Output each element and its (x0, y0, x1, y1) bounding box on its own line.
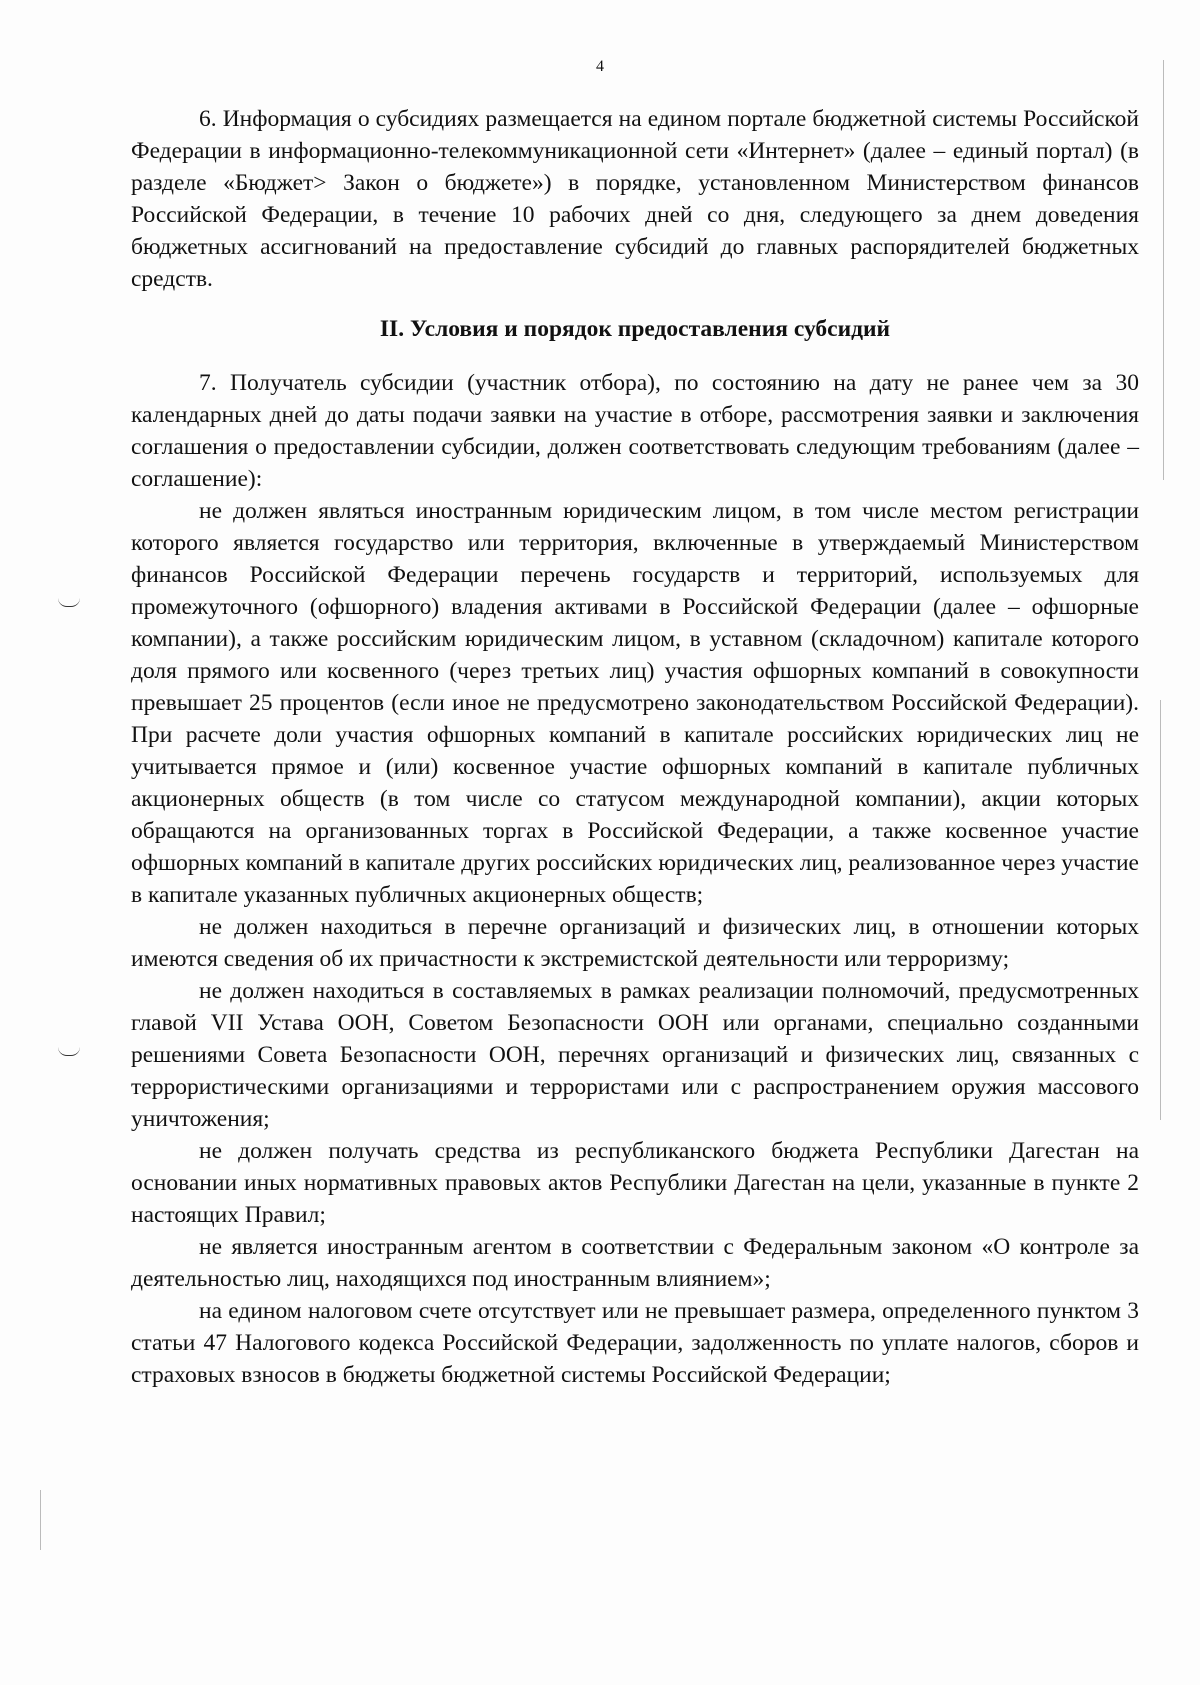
requirement-not-extremist-list: не должен находиться в перечне организаций и физических лиц, в отношении которых имеются сведения об их причастности к экстремистской деятельности или терроризму; (131, 914, 1139, 972)
requirement-no-other-funds: не должен получать средства из республиканского бюджета Республики Дагестан на основании иных нормативных правовых актов Республики Дагестан на цели, указанные в пункте 2 настоящих Правил; (131, 1138, 1139, 1228)
requirement-not-un-list: не должен находиться в составляемых в рамках реализации полномочий, предусмотренных главой VII Устава ООН, Советом Безопасности ООН или органами, специально созданными решениями Совета Безопасности ООН, перечнях организаций и физических лиц, связанных с террористическими организациями и террористами или с распространением оружия массового уничтожения; (131, 978, 1139, 1132)
section-title: II. Условия и порядок предоставления субсидий (379, 316, 891, 342)
scan-mark (58, 1047, 80, 1056)
requirement-not-foreign-entity: не должен являться иностранным юридическим лицом, в том числе местом регистрации которого является государство или территория, включенные в утверждаемый Министерством финансов Российской Федерации перечень государств и территорий, используемых для промежуточного (офшорного) владения активами в Российской Федерации (далее – офшорные компании), а также российским юридическим лицом, в уставном (складочном) капитале которого доля прямого или косвенного (через третьих лиц) участия офшорных компаний в совокупности превышает 25 процентов (если иное не предусмотрено законодательством Российской Федерации). При расчете доли участия офшорных компаний в капитале российских юридических лиц не учитывается прямое и (или) косвенное участие офшорных компаний в капитале публичных акционерных обществ (в том числе со статусом международной компании), акции которых обращаются на организованных торгах в Российской Федерации, а также косвенное участие офшорных компаний в капитале других российских юридических лиц, реализованное через участие в капитале указанных публичных акционерных обществ; (131, 498, 1139, 908)
scan-mark (58, 598, 80, 607)
requirement-no-tax-debt: на едином налоговом счете отсутствует или не превышает размера, определенного пунктом 3 статьи 47 Налогового кодекса Российской Федерации, задолженность по уплате налогов, сборов и страховых взносов в бюджеты бюджетной системы Российской Федерации; (131, 1298, 1139, 1388)
page-number: 4 (596, 58, 604, 75)
document-body (131, 103, 1139, 1391)
paragraph-6-subsidy-info: 6. Информация о субсидиях размещается на едином портале бюджетной системы Российской Федерации в информационно-телекоммуникационной сети «Интернет» (далее – единый портал) (в разделе «Бюджет> Закон о бюджете») в порядке, установленном Министерством финансов Российской Федерации, в течение 10 рабочих дней со дня, следующего за днем доведения бюджетных ассигнований на предоставление субсидий до главных распорядителей бюджетных средств. (131, 106, 1139, 292)
scan-edge-line (40, 1490, 41, 1550)
scan-edge-line (1160, 700, 1161, 1120)
scan-edge-line (1163, 60, 1164, 480)
paragraph-7-requirements: 7. Получатель субсидии (участник отбора), по состоянию на дату не ранее чем за 30 календарных дней до даты подачи заявки на участие в отборе, рассмотрения заявки и заключения соглашения о предоставлении субсидии, должен соответствовать следующим требованиям (далее – соглашение): (131, 370, 1139, 492)
requirement-not-foreign-agent: не является иностранным агентом в соответствии с Федеральным законом «О контроле за деятельностью лиц, находящихся под иностранным влиянием»; (131, 1234, 1139, 1292)
